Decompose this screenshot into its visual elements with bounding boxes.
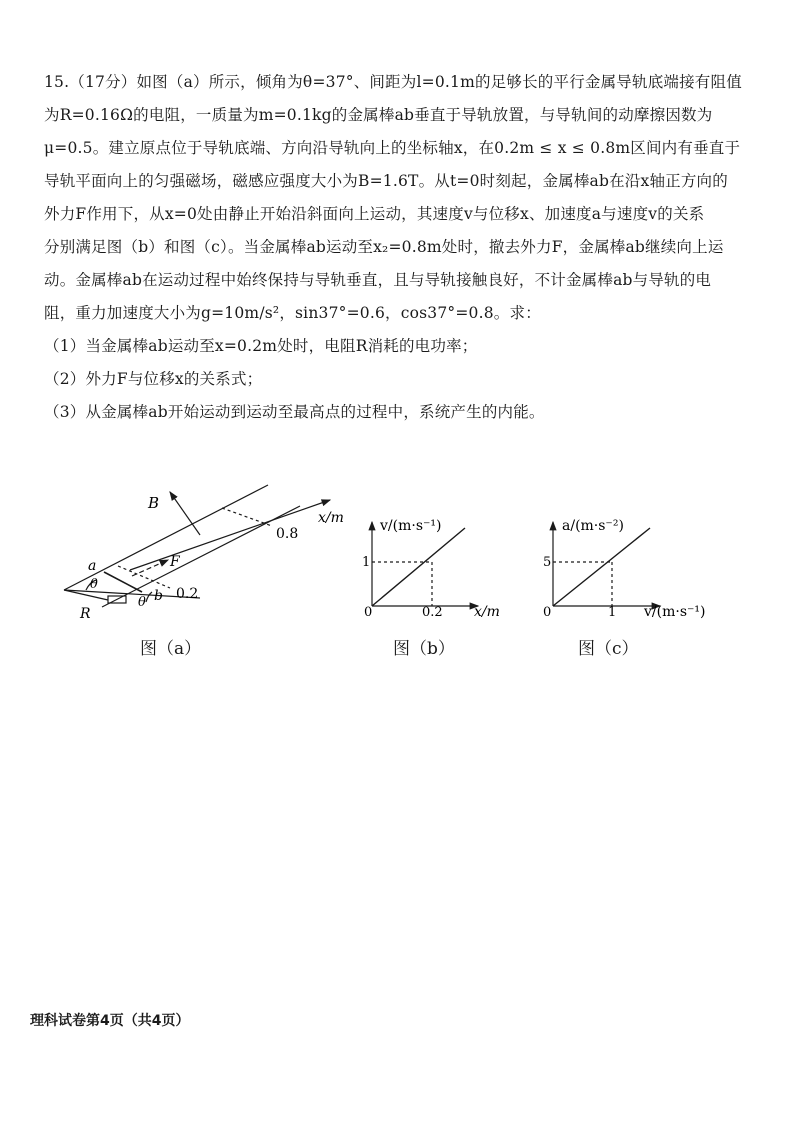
stem-line: 15.（17分）如图（a）所示，倾角为θ=37°、间距为l=0.1m的足够长的平行金属导轨底端接有阻值 <box>44 73 742 91</box>
page-footer: 理科试卷第4页（共4页） <box>30 1013 190 1029</box>
b-x-tick: 0.2 <box>422 605 443 620</box>
label-F: F <box>170 554 180 570</box>
figure-c-plot <box>553 522 660 606</box>
label-b: b <box>154 588 163 604</box>
caption-a: 图（a） <box>140 639 202 659</box>
stem-line: 阻，重力加速度大小为g=10m/s²，sin37°=0.6，cos37°=0.8。求： <box>44 304 541 322</box>
caption-c: 图（c） <box>578 639 639 659</box>
b-y-label: v/(m·s⁻¹) <box>380 518 442 534</box>
c-x-label: v/(m·s⁻¹) <box>644 604 706 620</box>
label-a: a <box>88 558 97 574</box>
label-02: 0.2 <box>176 586 199 602</box>
ab-rod <box>104 572 142 592</box>
question-3: （3）从金属棒ab开始运动到运动至最高点的过程中，系统产生的内能。 <box>44 403 545 421</box>
c-line <box>553 528 650 606</box>
B-arrow <box>170 492 200 535</box>
caption-b: 图（b） <box>393 639 455 659</box>
label-theta-2: θ <box>138 595 146 610</box>
b-line <box>372 528 465 606</box>
c-origin: 0 <box>543 605 552 620</box>
b-x-label: x/m <box>474 604 500 620</box>
question-1: （1）当金属棒ab运动至x=0.2m处时，电阻R消耗的电功率； <box>44 337 478 355</box>
c-x-tick: 1 <box>608 605 617 620</box>
label-theta-1: θ <box>90 577 98 592</box>
stem-line: 为R=0.16Ω的电阻，一质量为m=0.1kg的金属棒ab垂直于导轨放置，与导轨间的动摩擦因数为 <box>44 106 713 124</box>
c-y-label: a/(m·s⁻²) <box>562 518 624 534</box>
boundary-02 <box>118 566 170 588</box>
stem-line: μ=0.5。建立原点位于导轨底端、方向沿导轨向上的坐标轴x，在0.2m ≤ x ≤ 0.8m区间内有垂直于 <box>44 139 741 157</box>
b-origin: 0 <box>364 605 373 620</box>
label-x-axis: x/m <box>318 510 344 526</box>
label-R: R <box>80 606 91 622</box>
figures-svg <box>0 480 800 660</box>
stem-line: 导轨平面向上的匀强磁场，磁感应强度大小为B=1.6T。从t=0时刻起，金属棒ab在沿x轴正方向的 <box>44 172 728 190</box>
figures-row <box>0 480 800 660</box>
stem-line: 分别满足图（b）和图（c）。当金属棒ab运动至x₂=0.8m处时，撤去外力F，金属棒ab继续向上运 <box>44 238 724 256</box>
label-B: B <box>148 494 160 512</box>
problem-stem <box>44 66 760 330</box>
label-08: 0.8 <box>276 526 299 542</box>
figure-b-plot <box>372 522 478 606</box>
question-2: （2）外力F与位移x的关系式； <box>44 370 263 388</box>
stem-line: 外力F作用下，从x=0处由静止开始沿斜面向上运动，其速度v与位移x、加速度a与速度v的关系 <box>44 205 705 223</box>
problem-15 <box>44 66 760 429</box>
b-y-tick: 1 <box>362 555 371 570</box>
theta-arc-2 <box>146 592 152 602</box>
c-y-tick: 5 <box>543 555 552 570</box>
stem-line: 动。金属棒ab在运动过程中始终保持与导轨垂直，且与导轨接触良好，不计金属棒ab与导轨的电 <box>44 271 712 289</box>
